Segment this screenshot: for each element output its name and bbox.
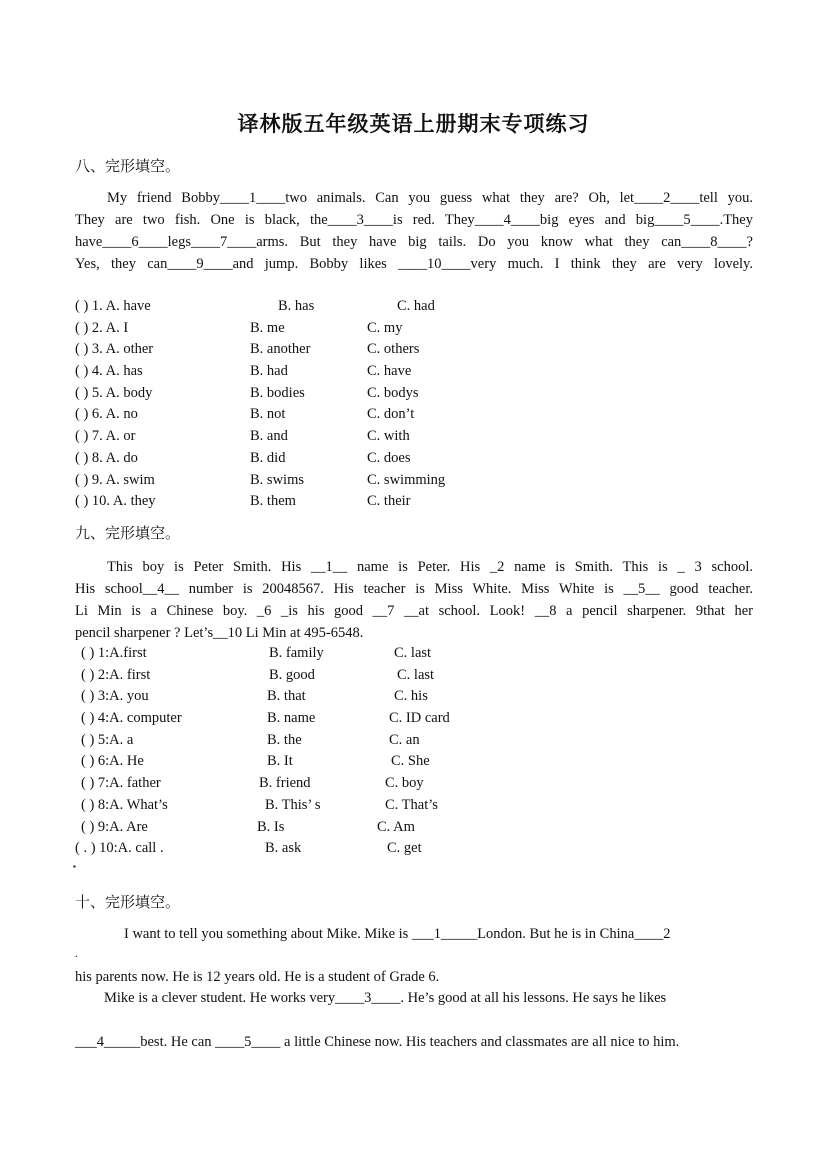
passage-line: I want to tell you something about Mike. Mike is ___1_____London. But he is in China____2 (124, 926, 671, 942)
passage-line: This boy is Peter Smith. His __1__ name is Peter. His _2 name is Smith. This is _ 3 school. (107, 559, 753, 575)
trailing-mark: ▪ (73, 862, 76, 871)
passage-line: Yes, they can____9____and jump. Bobby likes ____10____very much. I think they are very lovely. (75, 256, 753, 272)
passage-line: My friend Bobby____1____two animals. Can you guess what they are? Oh, let____2____tell you. (107, 190, 753, 206)
section-8-passage (75, 187, 753, 275)
section-10-heading: 十、完形填空。 (75, 893, 181, 911)
passage-line: have____6____legs____7____arms. But they have big tails. Do you know what they can____8____? (75, 234, 753, 250)
passage-line: They are two fish. One is black, the____3____is red. They____4____big eyes and big____5____.They (75, 212, 753, 228)
passage-line: ___4_____best. He can ____5____ a little Chinese now. His teachers and classmates are all nice to him. (75, 1034, 680, 1050)
page-title: 译林版五年级英语上册期末专项练习 (237, 112, 590, 136)
passage-line: Li Min is a Chinese boy. _6 _is his good __7 __at school. Look! __8 a pencil sharpener. 9that her (75, 603, 753, 619)
passage-line: pencil sharpener ? Let’s__10 Li Min at 495-6548. (75, 625, 364, 641)
passage-line: Mike is a clever student. He works very____3____. He’s good at all his lessons. He says he likes (104, 990, 667, 1006)
passage-line: his parents now. He is 12 years old. He is a student of Grade 6. (75, 969, 440, 985)
passage-line: . (75, 948, 78, 960)
section-9-heading: 九、完形填空。 (75, 524, 181, 542)
passage-line: His school__4__ number is 20048567. His teacher is Miss White. Miss White is __5__ good teacher. (75, 581, 753, 597)
section-8-heading: 八、完形填空。 (75, 157, 181, 175)
section-9-passage (75, 556, 753, 644)
